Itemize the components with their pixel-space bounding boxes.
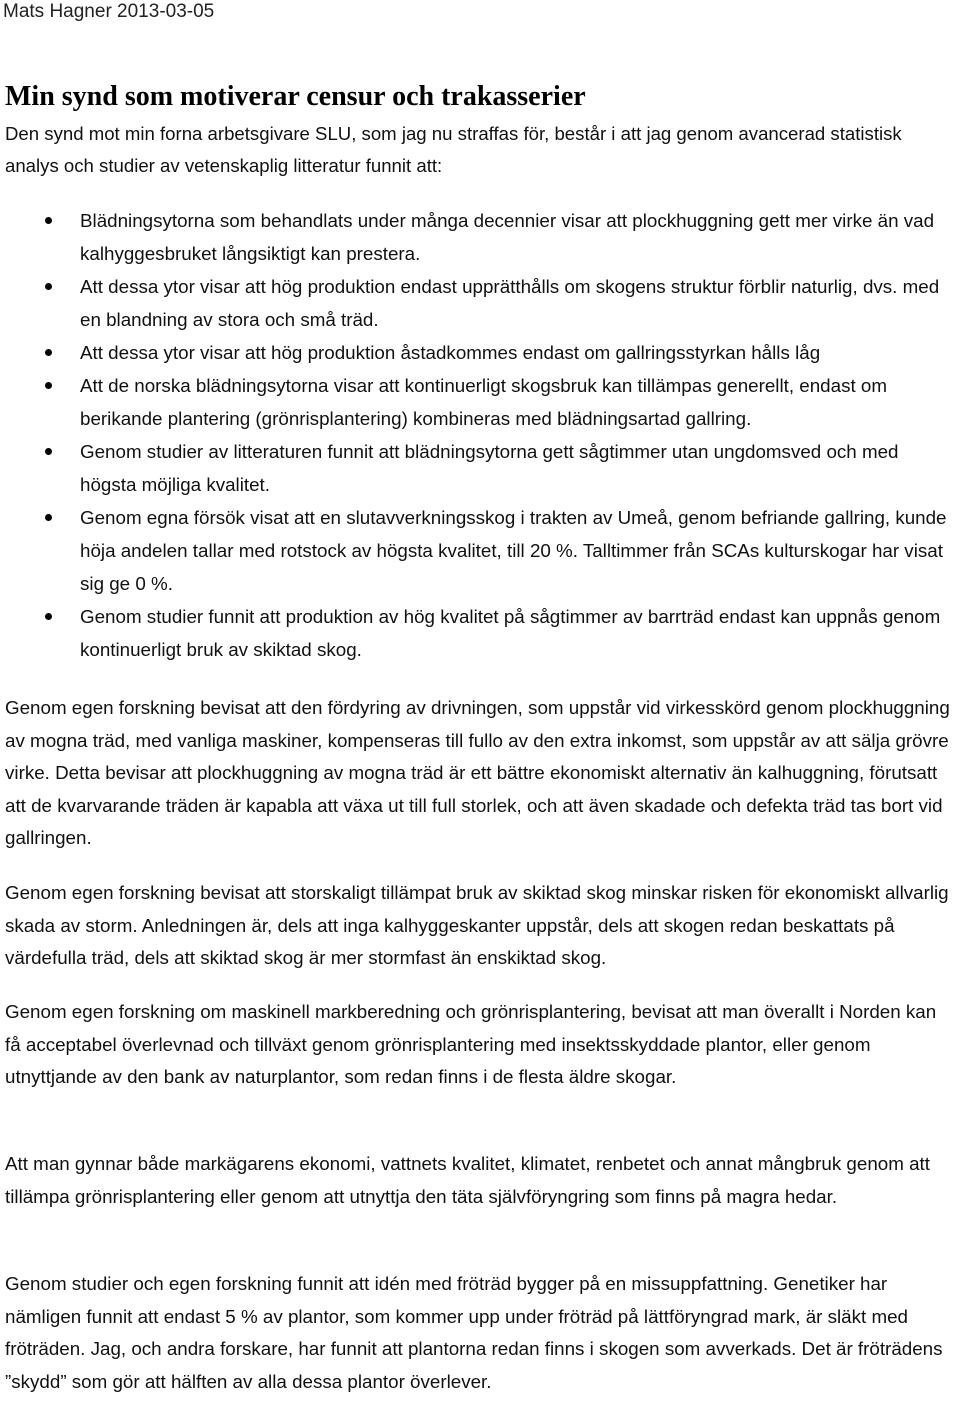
list-item-text: Att de norska blädningsytorna visar att kontinuerligt skogsbruk kan tillämpas generellt, endast om berikande plantering (grönrisplantering) kombineras med blädningsartad gallring. <box>80 375 887 429</box>
bullet-list <box>0 204 960 666</box>
list-item <box>0 204 960 270</box>
body-paragraph-gynnar: Att man gynnar både markägarens ekonomi, vattnets kvalitet, klimatet, renbetet och annat mångbruk genom att tillämpa grönrisplantering eller genom att utnyttja den täta självföryngring som finns på magra hedar. <box>5 1153 930 1207</box>
intro-paragraph: Den synd mot min forna arbetsgivare SLU, som jag nu straffas för, består i att jag genom avancerad statistisk analys och studier av vetenskaplig litteratur funnit att: <box>5 123 902 176</box>
list-item-text: Att dessa ytor visar att hög produktion åstadkommes endast om gallringsstyrkan hålls låg <box>80 342 821 363</box>
list-item <box>0 369 960 435</box>
list-item <box>0 435 960 501</box>
page-title: Min synd som motiverar censur och trakasserier <box>5 81 586 112</box>
bullet-icon <box>45 613 52 620</box>
list-item-text: Att dessa ytor visar att hög produktion endast upprätthålls om skogens struktur förblir naturlig, dvs. med en blandning av stora och små träd. <box>80 276 940 330</box>
list-item <box>0 336 960 369</box>
bullet-icon <box>45 448 52 455</box>
bullet-icon <box>45 514 52 521</box>
body-paragraph-storm: Genom egen forskning bevisat att storskaligt tillämpat bruk av skiktad skog minskar risken för ekonomiskt allvarlig skada av storm. Anledningen är, dels att inga kalhyggeskanter uppstår, dels att skogen redan beskattats på värdefulla träd, dels att skiktad skog är mer stormfast än enskiktad skog. <box>5 882 949 969</box>
list-item <box>0 270 960 336</box>
list-item-text: Genom studier funnit att produktion av hög kvalitet på sågtimmer av barrträd endast kan uppnås genom kontinuerligt bruk av skiktad skog. <box>80 606 941 660</box>
list-item-text: Genom studier av litteraturen funnit att blädningsytorna gett sågtimmer utan ungdomsved och med högsta möjliga kvalitet. <box>80 441 899 495</box>
bullet-icon <box>45 217 52 224</box>
bullet-icon <box>45 349 52 356</box>
list-item-text: Genom egna försök visat att en slutavverkningsskog i trakten av Umeå, genom befriande gallring, kunde höja andelen tallar med rotstock av högsta kvalitet, till 20 %. Talltimmer från SCAs kulturskogar har visat sig ge 0 %. <box>80 507 947 594</box>
body-paragraph-markberedning: Genom egen forskning om maskinell markberedning och grönrisplantering, bevisat att man överallt i Norden kan få acceptabel överlevnad och tillväxt genom grönrisplantering med insektsskyddade plantor, eller genom utnyttjande av den bank av naturplantor, som redan finns i de flesta äldre skogar. <box>5 1001 937 1088</box>
body-paragraph-frotrad: Genom studier och egen forskning funnit att idén med fröträd bygger på en missuppfattning. Genetiker har nämligen funnit att endast 5 % av plantor, som kommer upp under fröträd på lättföryngrad mark, är släkt med fröträden. Jag, och andra forskare, har funnit att plantorna redan finns i skogen som avverkads. Det är fröträdens ”skydd” som gör att hälften av alla dessa plantor överlever. <box>5 1273 943 1392</box>
bullet-icon <box>45 382 52 389</box>
body-paragraph-drivning: Genom egen forskning bevisat att den fördyring av drivningen, som uppstår vid virkesskörd genom plockhuggning av mogna träd, med vanliga maskiner, kompenseras till fullo av den extra inkomst, som uppstår av att sälja grövre virke. Detta bevisar att plockhuggning av mogna träd är ett bättre ekonomiskt alternativ än kalhuggning, förutsatt att de kvarvarande träden är kapabla att växa ut till full storlek, och att även skadade och defekta träd tas bort vid gallringen. <box>5 697 950 849</box>
list-item <box>0 501 960 600</box>
list-item <box>0 600 960 666</box>
list-item-text: Blädningsytorna som behandlats under många decennier visar att plockhuggning gett mer virke än vad kalhyggesbruket långsiktigt kan prestera. <box>80 210 935 264</box>
header-author-date: Mats Hagner 2013-03-05 <box>3 1 215 22</box>
bullet-icon <box>45 283 52 290</box>
